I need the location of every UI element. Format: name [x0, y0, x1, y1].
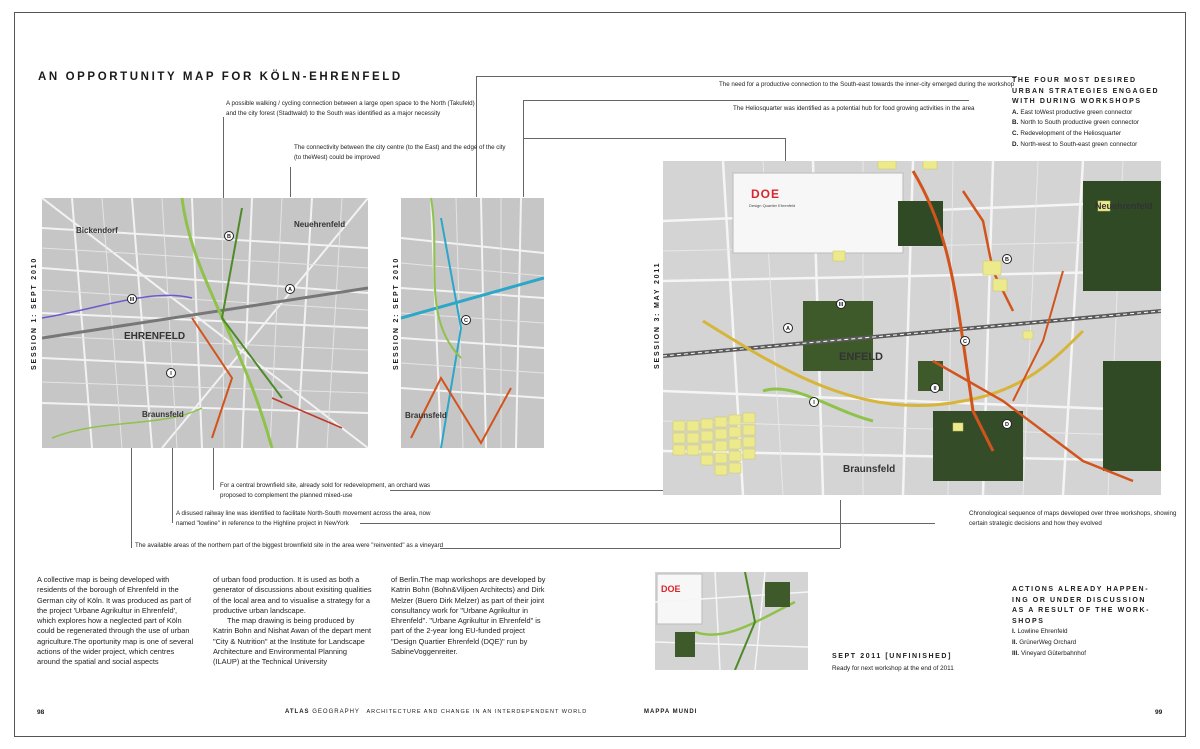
annotation-brownfield — [220, 481, 430, 500]
action-item: I. Lowline Ehrenfeld — [1012, 628, 1068, 635]
footer-subtitle: ARCHITECTURE AND CHANGE IN AN INTERDEPENDENT WORLD — [366, 709, 588, 715]
action-item: II. GrünerWeg Orchard — [1012, 638, 1077, 646]
map-label-ehrenfeld: EHRENFELD — [124, 331, 186, 342]
map-marker-i: I — [166, 368, 176, 378]
page-number-left: 98 — [37, 709, 45, 716]
strategy-item: D. North-west to South-east green connector — [1012, 140, 1138, 148]
session-1-label: SESSION 1: SEPT 2010 — [31, 256, 38, 370]
leader-line — [523, 138, 785, 139]
leader-line — [290, 167, 291, 197]
session-2-map — [401, 198, 544, 448]
actions-heading-line: SHOPS — [1012, 617, 1045, 625]
footer-publication — [285, 709, 587, 715]
session-3-label: SESSION 3: MAY 2011 — [654, 261, 661, 369]
map-label-neuehrenfeld: Neuehrenfeld — [294, 220, 346, 229]
map-marker-c: C — [461, 315, 471, 325]
body-column-2 — [213, 575, 375, 668]
annotation-line: certain strategic decisions and how they evolved — [969, 519, 1102, 527]
doe-logo: DOE — [751, 187, 781, 201]
strategy-item: A. East toWest productive green connector — [1012, 108, 1133, 116]
annotation-line: and the city forest (Stadtwald) to the South was identified as a major necessity — [226, 109, 441, 117]
annotation-south-east: The need for a productive connection to the South-east towards the inner-city emerged during the workshop — [719, 81, 1015, 88]
strategies-heading-line: URBAN STRATEGIES ENGAGED — [1012, 87, 1160, 95]
actions-heading-line: ING OR UNDER DISCUSSION — [1012, 596, 1147, 604]
map-marker-iii: III — [836, 299, 846, 309]
map-label-braunsfeld: Braunsfeld — [405, 411, 447, 420]
unfinished-caption: Ready for next workshop at the end of 2011 — [832, 665, 954, 672]
unfinished-map-thumbnail — [655, 572, 808, 670]
footer-geography: GEOGRAPHY — [312, 709, 360, 715]
unfinished-heading: SEPT 2011 [UNFINISHED] — [832, 653, 952, 660]
annotation-line: For a central brownfield site, already sold for redevelopment, an orchard was — [220, 482, 431, 489]
body-paragraph: of urban food production. It is used as both a generator of discussions about exisiting qualities of the local area and to visualise a strategy for a productive urban landscape. — [213, 575, 372, 615]
footer-section: MAPPA MUNDI — [644, 709, 698, 715]
body-paragraph: of Berlin.The map workshops are developed by Katrin Bohn (Bohn&Viljoen Architects) and Dirk Melzer (Buero Dirk Melzer) as part of their joint consultancy work for "Urbane Agrikultur in Ehrenfeld". "Urbane Agrikultur in Ehrenfeld" is part of the 2-year long EU-funded project "Design Quartier Ehrenfeld (DQE)" run by SabineVoggenreiter. — [391, 575, 546, 657]
map-marker-iii: III — [127, 294, 137, 304]
annotation-helios: The Heliosquarter was identified as a potential hub for food growing activities in the area — [733, 105, 975, 112]
map-marker-a: A — [783, 323, 793, 333]
strategy-item: B. North to South productive green connector — [1012, 119, 1139, 127]
annotation-line: Chronological sequence of maps developed over three workshops, showing — [969, 510, 1177, 517]
annotation-line: proposed to complement the planned mixed-use — [220, 491, 353, 499]
sticky-notes — [663, 161, 1161, 495]
thumbnail-doe-logo: DOE — [661, 584, 681, 594]
map-marker-i: I — [809, 397, 819, 407]
leader-line — [131, 448, 132, 548]
annotation-vineyard: The available areas of the northern part of the biggest brownfield site in the area were "reinvented" as a vineyard — [135, 542, 444, 549]
strategies-block — [1012, 76, 1172, 151]
map-marker-b: B — [1002, 254, 1012, 264]
annotation-line: The connectivity between the city centre (to the East) and the edge of the city — [294, 144, 506, 151]
actions-heading-line: AS A RESULT OF THE WORK- — [1012, 607, 1151, 614]
map-label-braunsfeld: Braunsfeld — [843, 464, 896, 475]
leader-line — [213, 448, 214, 490]
session-3-map — [663, 161, 1161, 495]
map-label-braunsfeld: Braunsfeld — [142, 410, 184, 419]
annotation-connectivity — [294, 143, 506, 162]
body-column-1 — [37, 575, 197, 668]
body-paragraph: A collective map is being developed with residents of the borough of Ehrenfeld in the German city of Köln. It was produced as part of the project 'Urbane Agrikultur in Ehrenfeld', which explores how a neglected part of Köln could be regenerated through the use of urban agriculture.The oportunity map is one of several actions of the wider project, which centres around the spatial and social aspects — [37, 575, 194, 667]
page-title: AN OPPORTUNITY MAP FOR KÖLN-EHRENFELD — [38, 71, 403, 83]
annotation-line: A disused railway line was identified to facilitate North-South movement across the area, now — [176, 510, 431, 517]
body-column-3 — [391, 575, 546, 657]
map-marker-d: D — [1002, 419, 1012, 429]
doe-logo-subtitle: Design Quartier Ehrenfeld — [749, 203, 796, 208]
body-paragraph: The map drawing is being produced by Katrin Bohn and Nishat Awan of the depart ment "City & Nutrition" at the Institute for Landscape Architecture and Environmental Planning (ILAUP) at the Technical University — [213, 616, 372, 667]
action-item: III. Vineyard Güterbahnhof — [1012, 649, 1086, 657]
actions-block — [1012, 585, 1172, 659]
map-label-enfeld: ENFELD — [839, 351, 883, 363]
map-marker-c: C — [960, 336, 970, 346]
thumbnail-map — [655, 572, 808, 670]
actions-heading-line: ACTIONS ALREADY HAPPEN- — [1012, 586, 1150, 593]
strategy-item: C. Redevelopment of the Heliosquarter — [1012, 130, 1122, 138]
leader-line — [172, 448, 173, 523]
annotation-chronological — [969, 509, 1176, 528]
annotation-line: named "lowline" in reference to the Highline project in NewYork — [176, 519, 349, 527]
strategies-heading-line: WITH DURING WORKSHOPS — [1012, 98, 1142, 105]
map-marker-a: A — [285, 284, 295, 294]
session-2-label: SESSION 2: SEPT 2010 — [393, 256, 400, 370]
leader-line — [840, 500, 841, 548]
leader-line — [360, 523, 935, 524]
annotation-line: (to theWest) could be improved — [294, 153, 380, 161]
annotation-railway — [176, 509, 431, 528]
map-label-bickendorf: Bickendorf — [76, 226, 118, 235]
session-1-map — [42, 198, 368, 448]
page-number-right: 99 — [1155, 709, 1163, 716]
map-marker-ii: II — [930, 383, 940, 393]
annotation-walking — [226, 99, 475, 118]
leader-line — [223, 117, 224, 198]
map-label-neuehrenfeld: Neuehrenfeld — [1095, 201, 1153, 211]
leader-line — [440, 548, 840, 549]
map-streets — [42, 198, 368, 448]
map-marker-b: B — [224, 231, 234, 241]
strategies-heading-line: THE FOUR MOST DESIRED — [1012, 77, 1137, 84]
footer-atlas: ATLAS — [285, 709, 310, 715]
annotation-line: A possible walking / cycling connection between a large open space to the North (Takufeld) — [226, 100, 475, 107]
